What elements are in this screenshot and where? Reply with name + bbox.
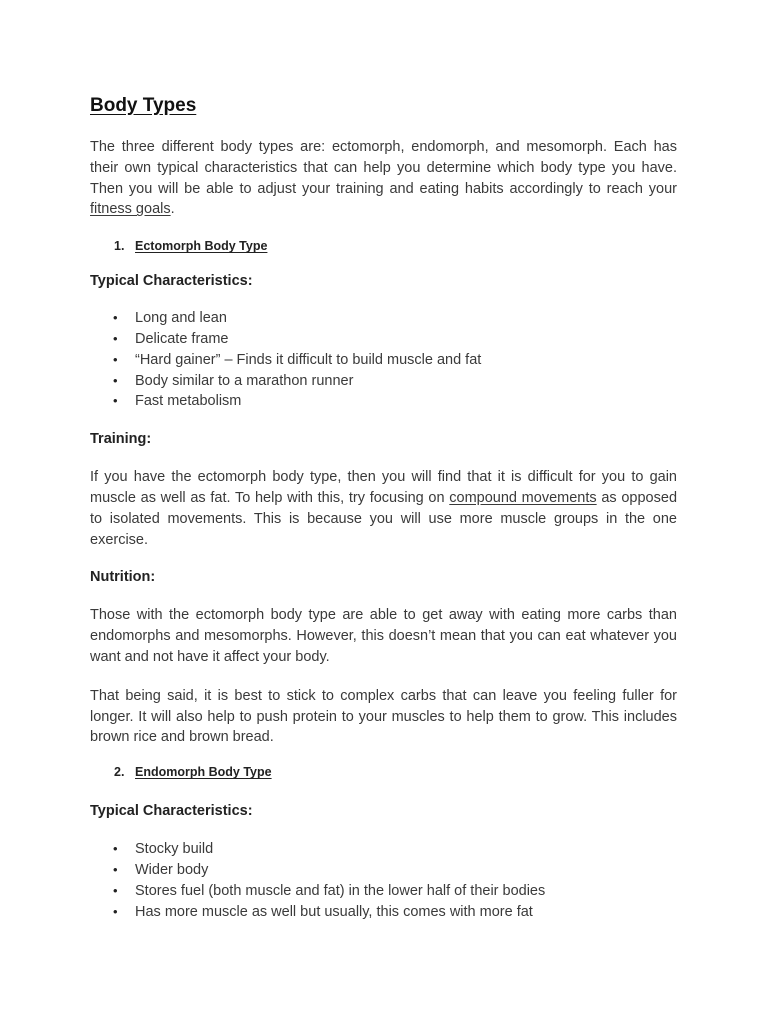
endomorph-characteristics-list — [90, 839, 677, 922]
section-number: 1. — [114, 239, 125, 254]
bullet-icon: • — [113, 861, 118, 877]
page-title: Body Types — [90, 95, 197, 116]
list-item — [90, 902, 677, 923]
training-text: If you have the ectomorph body type, then you will find that it is difficult for you to gain muscle as well as fat. To help with this, try focusing on — [90, 469, 677, 506]
bullet-icon: • — [113, 330, 118, 346]
list-item — [90, 329, 677, 350]
bullet-icon: • — [113, 310, 118, 326]
list-item — [90, 391, 677, 412]
list-item-text: Has more muscle as well but usually, this comes with more fat — [135, 903, 533, 920]
nutrition-paragraph: That being said, it is best to stick to complex carbs that can leave you feeling fuller for longer. It will also help to push protein to your muscles to help them to grow. This includes brown rice and brown bread. — [90, 687, 677, 746]
bullet-icon: • — [113, 351, 118, 367]
bullet-icon: • — [113, 903, 118, 919]
training-paragraph — [90, 467, 677, 550]
section-title: Endomorph Body Type — [135, 765, 272, 780]
bullet-icon: • — [113, 882, 118, 898]
list-item-text: Long and lean — [135, 310, 227, 327]
bullet-icon: • — [113, 841, 118, 857]
list-item — [90, 839, 677, 860]
fitness-goals-link[interactable]: fitness goals — [90, 201, 171, 218]
bullet-icon: • — [113, 393, 118, 409]
list-item-text: “Hard gainer” – Finds it difficult to build muscle and fat — [135, 351, 482, 368]
nutrition-heading: Nutrition: — [90, 569, 156, 586]
intro-text: The three different body types are: ectomorph, endomorph, and mesomorph. Each has their own typical characteristics that can help you determine which body type you have. Then you will be able to adjust your training and eating habits accordingly to reach your — [90, 139, 677, 197]
document-page — [90, 94, 677, 922]
list-item — [90, 308, 677, 329]
intro-text-end: . — [170, 201, 175, 218]
section-number: 2. — [114, 765, 125, 780]
list-item — [90, 881, 677, 902]
bullet-icon: • — [113, 372, 118, 388]
list-item — [90, 371, 677, 392]
section-heading-ectomorph — [114, 237, 677, 255]
list-item-text: Body similar to a marathon runner — [135, 372, 354, 389]
list-item-text: Delicate frame — [135, 330, 229, 347]
list-item-text: Fast metabolism — [135, 393, 242, 410]
training-heading: Training: — [90, 431, 152, 448]
ectomorph-characteristics-list — [90, 308, 677, 412]
list-item — [90, 350, 677, 371]
section-title: Ectomorph Body Type — [135, 239, 268, 254]
list-item-text: Stocky build — [135, 841, 214, 858]
characteristics-heading: Typical Characteristics: — [90, 803, 253, 820]
list-item — [90, 860, 677, 881]
section-heading-endomorph — [114, 763, 677, 781]
nutrition-paragraph: Those with the ectomorph body type are able to get away with eating more carbs than endomorphs and mesomorphs. However, this doesn’t mean that you can eat whatever you want and not have it affect your body. — [90, 607, 677, 665]
training-text-end: as opposed to isolated movements. This is because you will use more muscle groups in the one exercise. — [90, 489, 678, 548]
list-item-text: Wider body — [135, 861, 209, 878]
list-item-text: Stores fuel (both muscle and fat) in the lower half of their bodies — [135, 882, 546, 899]
characteristics-heading: Typical Characteristics: — [90, 273, 253, 290]
intro-paragraph — [90, 137, 677, 220]
compound-movements-link[interactable]: compound movements — [449, 489, 597, 506]
